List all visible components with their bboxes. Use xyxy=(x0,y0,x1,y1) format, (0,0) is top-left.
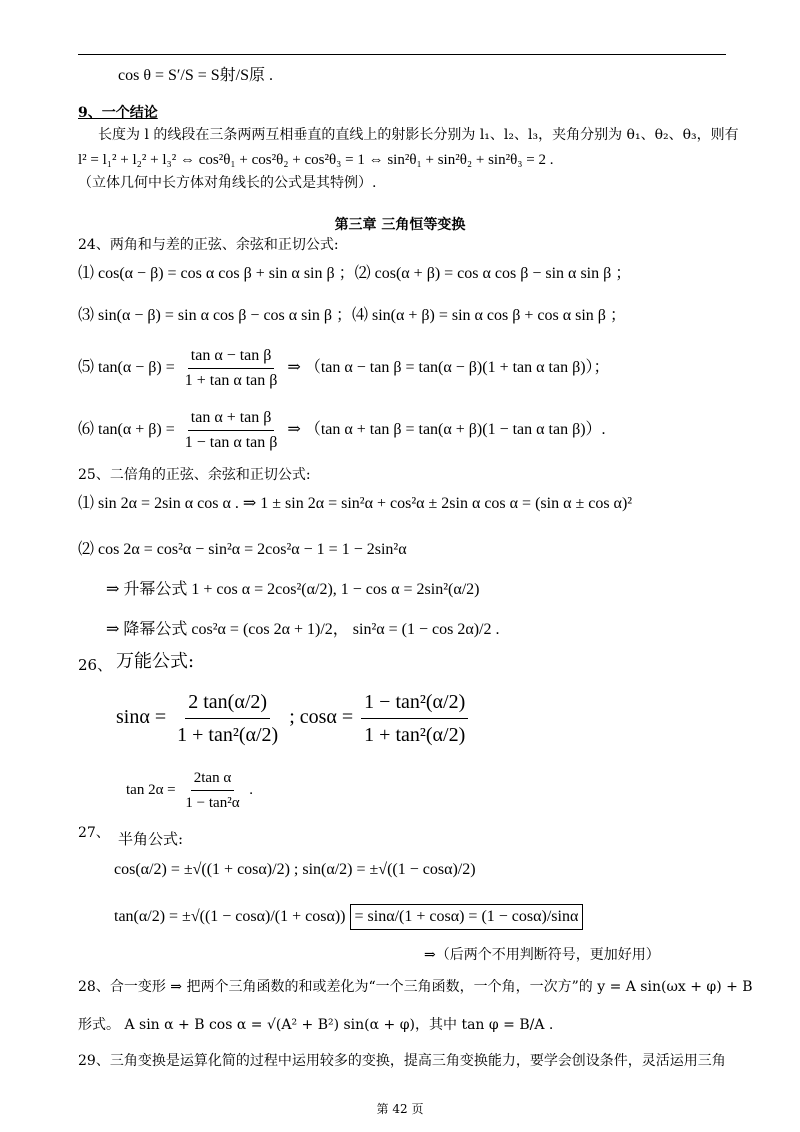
section9-note: （立体几何中长方体对角线长的公式是其特例）. xyxy=(78,175,377,191)
section9-formula: l² = l₁² + l₂² + l₃² ⇔ cos²θ₁ + cos²θ₂ + cos²θ₃ = 1 ⇔ sin²θ₁ + sin²θ₂ + sin²θ₃ = 2 . xyxy=(78,152,554,168)
half-angle-tan xyxy=(114,904,583,930)
half-angle-cos-sin: cos(α/2) = ±√((1 + cosα)/2) ; sin(α/2) = ±√((1 − cosα)/2) xyxy=(114,861,476,878)
section9-title xyxy=(78,104,158,122)
section9-title-text: 9、一个结论 xyxy=(78,105,158,121)
section24-formula-5 xyxy=(78,346,610,391)
chapter-title: 第三章 三角恒等变换 xyxy=(334,217,466,233)
universal-tan-denominator: 1 − tan²α xyxy=(185,795,240,811)
header-rule xyxy=(78,54,726,55)
section25-lower-power: ⇒ 降幂公式 cos²α = (cos 2α + 1)/2， sin²α = (1 − cos 2α)/2 . xyxy=(106,621,500,638)
section25-title: 25、二倍角的正弦、余弦和正切公式: xyxy=(78,467,311,483)
section24-formula-1-2: ⑴ cos(α − β) = cos α cos β + sin α sin β ；⑵ cos(α + β) = cos α cos β − sin α sin β ； xyxy=(78,265,632,282)
universal-tan-fraction xyxy=(182,768,242,813)
formula5-denominator: 1 + tan α tan β xyxy=(184,372,278,389)
universal-sin-denominator: 1 + tan²(α/2) xyxy=(177,724,279,746)
universal-cos-fraction xyxy=(361,688,468,749)
universal-sin-numerator: 2 tan(α/2) xyxy=(185,688,270,719)
section27-label: 27、 xyxy=(78,825,110,841)
section9-text: 长度为 l 的线段在三条两两互相垂直的直线上的射影长分别为 l₁、l₂、l₃，夹角分别为 θ₁、θ₂、θ₃，则有 xyxy=(98,127,739,143)
half-angle-tan-lhs: tan(α/2) = ±√((1 − cosα)/(1 + cosα)) xyxy=(114,908,346,925)
universal-tan-numerator: 2tan α xyxy=(191,768,234,791)
projection-formula: cos θ = S′/S = S射/S原 . xyxy=(118,67,274,84)
section28-text: 28、合一变形 ⇒ 把两个三角函数的和或差化为“一个三角函数，一个角，一次方”的 y = A sin(ωx + φ) + B xyxy=(78,979,753,995)
formula6-numerator: tan α + tan β xyxy=(188,408,275,431)
section28-formula: 形式。 A sin α + B cos α = √(A² + B²) sin(α + φ)，其中 tan φ = B/A . xyxy=(78,1017,554,1033)
section24-title: 24、两角和与差的正弦、余弦和正切公式: xyxy=(78,237,339,253)
section26-title: 万能公式: xyxy=(116,651,195,672)
page-number: 第 42 页 xyxy=(376,1102,424,1116)
universal-tan-lhs: tan 2α = xyxy=(126,781,176,798)
section27-title: 半角公式: xyxy=(118,830,184,848)
universal-cos-numerator: 1 − tan²(α/2) xyxy=(361,688,468,719)
formula6-rhs: ⇒ （tan α + tan β = tan(α + β)(1 − tan α tan β)）. xyxy=(287,421,606,439)
universal-sin-fraction xyxy=(174,688,281,749)
formula6-fraction xyxy=(182,408,281,453)
formula6-lhs: ⑹ tan(α + β) = xyxy=(78,421,175,439)
section25-formula-1: ⑴ sin 2α = 2sin α cos α . ⇒ 1 ± sin 2α = sin²α + cos²α ± 2sin α cos α = (sin α ± cos α)² xyxy=(78,495,633,512)
section29-text: 29、三角变换是运算化简的过程中运用较多的变换，提高三角变换能力，要学会创设条件，灵活运用三角 xyxy=(78,1053,726,1069)
section24-formula-6 xyxy=(78,408,606,453)
section26-label: 26、 xyxy=(78,656,113,674)
half-angle-note: ⇒（后两个不用判断符号，更加好用） xyxy=(424,947,660,963)
formula5-rhs: ⇒ （tan α − tan β = tan(α − β)(1 + tan α tan β)）； xyxy=(287,359,610,377)
universal-formula-tan xyxy=(126,768,253,813)
section24-formula-3-4: ⑶ sin(α − β) = sin α cos β − cos α sin β ；⑷ sin(α + β) = sin α cos β + cos α sin β ； xyxy=(78,307,626,324)
half-angle-tan-boxed: = sinα/(1 + cosα) = (1 − cosα)/sinα xyxy=(350,904,584,930)
formula5-lhs: ⑸ tan(α − β) = xyxy=(78,359,175,377)
universal-cos-lhs: ; cosα = xyxy=(289,706,354,729)
universal-tan-end: . xyxy=(249,781,254,798)
section25-formula-2: ⑵ cos 2α = cos²α − sin²α = 2cos²α − 1 = 1 − 2sin²α xyxy=(78,541,407,558)
universal-formula-sin-cos xyxy=(116,688,471,749)
universal-cos-denominator: 1 + tan²(α/2) xyxy=(364,724,466,746)
formula5-numerator: tan α − tan β xyxy=(188,346,275,369)
universal-sin-lhs: sinα = xyxy=(116,706,167,729)
section25-raise-power: ⇒ 升幂公式 1 + cos α = 2cos²(α/2), 1 − cos α = 2sin²(α/2) xyxy=(106,581,480,598)
formula5-fraction xyxy=(182,346,281,391)
formula6-denominator: 1 − tan α tan β xyxy=(184,434,278,451)
